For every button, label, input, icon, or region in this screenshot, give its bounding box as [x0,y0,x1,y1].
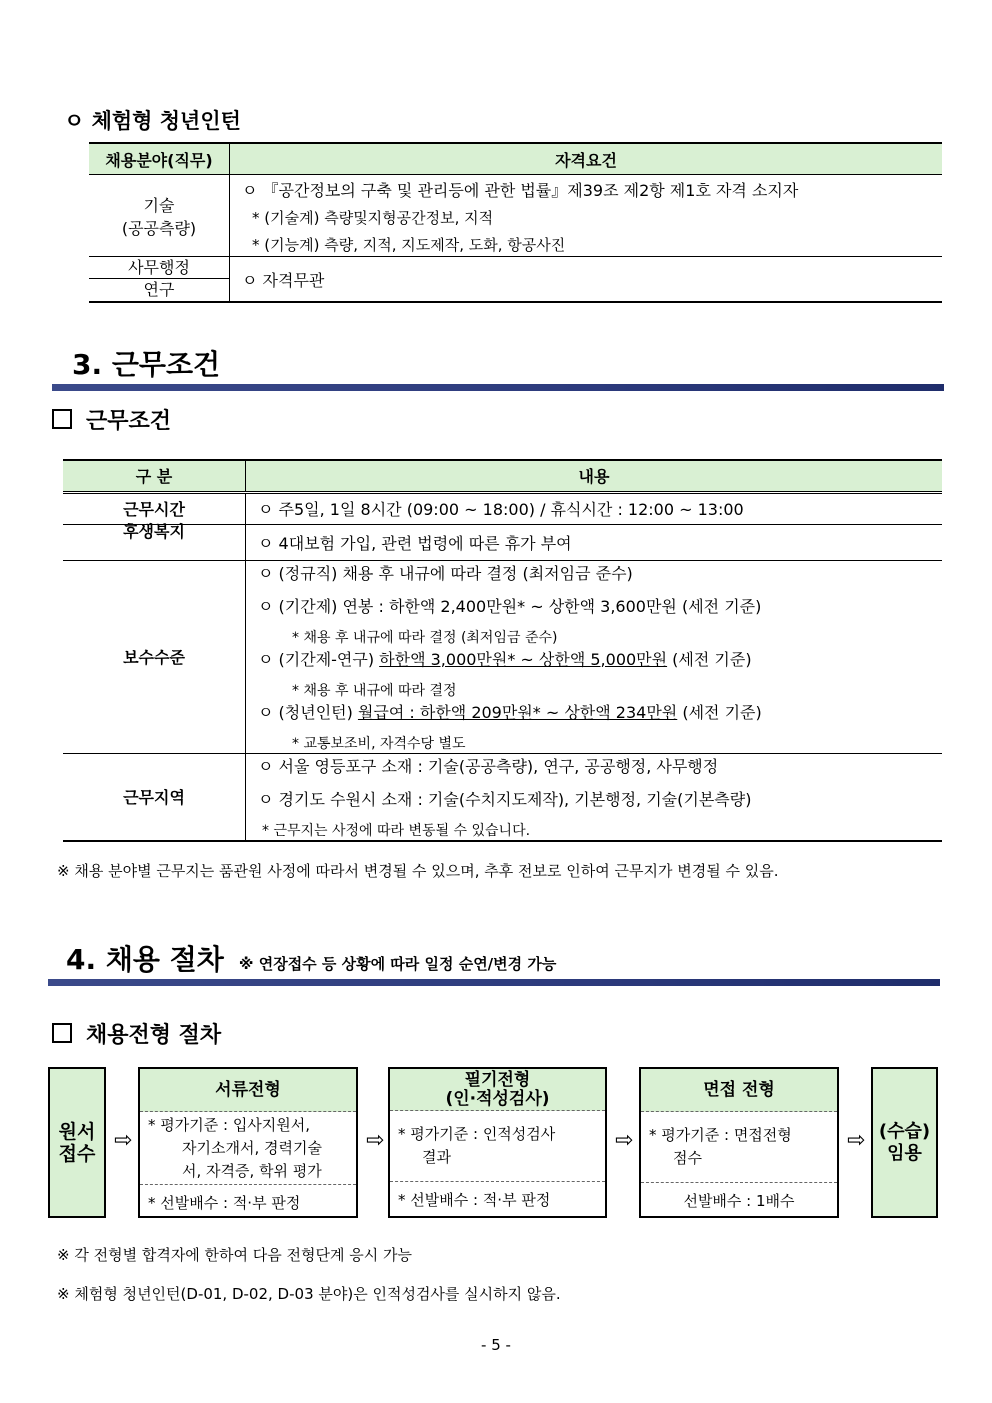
page-number: - 5 - [481,1336,511,1354]
pay3: ㅇ (기간제-연구) 하한액 3,000만원* ~ 상한액 5,000만원 (세전 기준) [258,649,752,669]
section3-sub: 근무조건 [52,404,171,435]
step-interview: 면접 전형 * 평가기준 : 면접전형 점수 선발배수 : 1배수 [639,1067,839,1218]
col-content: 내용 [246,460,943,492]
section4-note-2: ※ 체험형 청년인턴(D-01, D-02, D-03 분야)은 인적성검사를 실시하지 않음. [57,1285,561,1303]
arrow-icon: ⇨ [366,1128,385,1153]
section3-heading: 3. 근무조건 [72,348,221,381]
arrow-icon: ⇨ [615,1128,634,1153]
section4-sub: 채용전형 절차 [52,1018,221,1049]
req-admin: ㅇ 자격무관 [230,257,943,303]
step-apply: 원서 접수 [48,1067,106,1218]
pay-label: 보수수준 [63,560,246,753]
arrow-icon: ⇨ [847,1128,866,1153]
hours-label: 근무시간 [63,492,246,524]
pay4: ㅇ (청년인턴) 월급여 : 하한액 209만원* ~ 상한액 234만원 (세전 기준) [258,702,762,722]
checkbox-icon [52,409,72,429]
section3-bar [52,384,944,391]
checkbox-icon [52,1023,72,1043]
section4-note-1: ※ 각 전형별 합격자에 한하여 다음 전형단계 응시 가능 [57,1246,413,1264]
step-written: 필기전형 (인·적성검사) * 평가기준 : 인적성검사 결과 * 선발배수 : 적·부 판정 [388,1067,607,1218]
work-conditions-table [63,459,942,842]
intern-title: ㅇ 체험형 청년인턴 [64,109,241,133]
step-document: 서류전형 * 평가기준 : 입사지원서, 자기소개서, 경력기술 서, 자격증, 학위 평가 * 선발배수 : 적·부 판정 [138,1067,358,1218]
section4-heading: 4. 채용 절차 [66,943,224,976]
req-tech: ㅇ 『공간정보의 구축 및 관리등에 관한 법률』제39조 제2항 제1호 자격 소지자 * (기술계) 측량및지형공간정보, 지적 * (기능계) 측량, 지적, 지도제작, 도화, 항공사진 [230,175,943,257]
step-hire: (수습) 임용 [871,1067,938,1218]
intern-table [89,142,942,303]
section4-bar [48,979,940,986]
col-category: 구 분 [63,460,246,492]
welfare-text: ㅇ 4대보험 가입, 관련 법령에 따른 휴가 부여 [246,524,943,560]
pay-content: ㅇ (정규직) 채용 후 내규에 따라 결정 (최저임금 준수) ㅇ (기간제) 연봉 : 하한액 2,400만원* ~ 상한액 3,600만원 (세전 기준) * 채용 후 내규에 따라 결정 (최저임금 준수) ㅇ (기간제-연구) 하한액 3,000만원* ~ 상한액 5,000만원 (세전 기준) * 채용 후 내규에 따라 결정 ㅇ (청년인턴) 월급여 : 하한액 209만원* ~ 상한액 234만원 (세전 기준) * 교통보조비, 자격수당 별도 [246,560,943,753]
welfare-label: 후생복지 [63,524,246,560]
location-content: ㅇ 서울 영등포구 소재 : 기술(공공측량), 연구, 공공행정, 사무행정 ㅇ 경기도 수원시 소재 : 기술(수치지도제작), 기본행정, 기술(기본측량) * 근무지는 사정에 따라 변동될 수 있습니다. [246,753,943,841]
field-tech: 기술 (공공측량) [89,175,230,257]
location-label: 근무지역 [63,753,246,841]
arrow-icon: ⇨ [114,1128,133,1153]
col-field: 채용분야(직무) [89,143,230,175]
section3-footnote: ※ 채용 분야별 근무지는 품관원 사정에 따라서 변경될 수 있으며, 추후 전보로 인하여 근무지가 변경될 수 있음. [57,862,779,880]
section4-heading-note: ※ 연장접수 등 상황에 따라 일정 순연/변경 가능 [238,955,557,973]
hours-text: ㅇ 주5일, 1일 8시간 (09:00 ~ 18:00) / 휴식시간 : 12:00 ~ 13:00 [246,492,943,524]
col-requirements: 자격요건 [230,143,943,175]
section4-heading-row [66,938,556,978]
field-admin: 사무행정 연구 [89,257,230,303]
